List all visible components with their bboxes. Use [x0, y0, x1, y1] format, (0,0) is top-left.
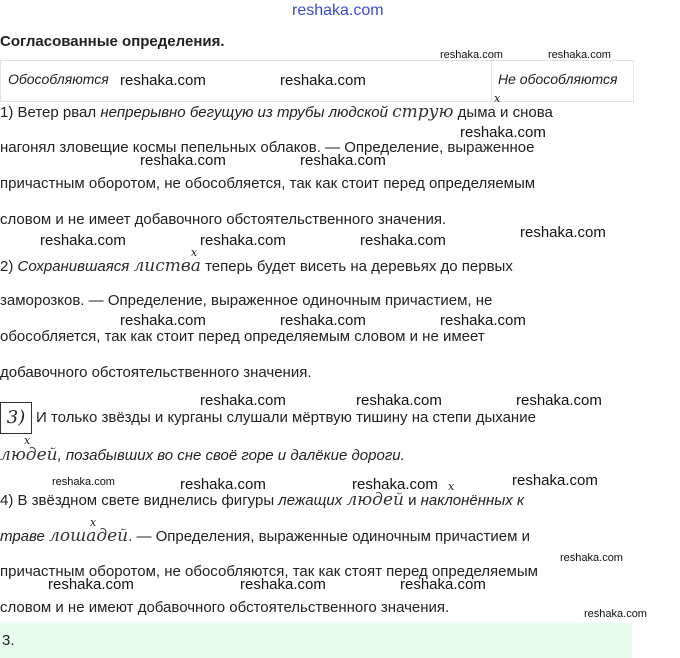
answer-box: [0, 623, 632, 658]
watermark: reshaka.com: [440, 312, 526, 329]
item3-boxed-number: 3): [0, 402, 32, 434]
watermark: reshaka.com: [240, 576, 326, 593]
watermark: reshaka.com: [120, 312, 206, 329]
item1-line3: причастным оборотом, не обособляется, так как стоит перед определяемым: [0, 175, 536, 192]
item1-line2: нагонял зловещие космы пепельных облаков. — Определение, выраженное: [0, 139, 535, 156]
site-title-link[interactable]: reshaka.com: [292, 2, 384, 19]
watermark: reshaka.com: [520, 224, 606, 241]
item2-line2: заморозков. — Определение, выраженное одиночным причастием, не: [0, 292, 493, 309]
x-mark: x: [494, 92, 501, 105]
watermark: reshaka.com: [180, 476, 266, 493]
watermark: reshaka.com: [48, 576, 134, 593]
item1-line4: словом и не имеет добавочного обстоятельственного значения.: [0, 211, 447, 228]
item3-handwritten-noun: людей: [0, 445, 58, 465]
item2-participle: Сохранившаяся: [17, 258, 130, 275]
item1-line1: [0, 102, 553, 122]
item4-line2: [0, 526, 530, 546]
answer-value: 3.: [2, 632, 15, 649]
watermark: reshaka.com: [516, 392, 602, 409]
watermark: reshaka.com: [300, 152, 386, 169]
watermark: reshaka.com: [512, 472, 598, 489]
item4-text-a: 4) В звёздном свете виднелись фигуры: [0, 492, 279, 509]
item3-participle-phrase: , позабывших во сне своё горе и далёкие дороги.: [57, 447, 405, 464]
item4-participle-2: наклонённых к: [420, 492, 525, 509]
item2-line1: [0, 256, 513, 276]
item2-line3: обособляется, так как стоит перед определяемым словом и не имеет: [0, 328, 485, 345]
x-mark: x: [24, 434, 31, 447]
watermark: reshaka.com: [400, 576, 486, 593]
item1-handwritten-noun: струю: [392, 102, 454, 122]
item2-handwritten-noun: листва: [133, 256, 201, 276]
item4-line4: словом и не имеют добавочного обстоятельственного значения.: [0, 599, 450, 616]
item4-handwritten-noun-1: людей: [346, 490, 404, 510]
watermark: reshaka.com: [560, 552, 623, 564]
watermark: reshaka.com: [548, 49, 611, 61]
item1-text-a: 1) Ветер рвал: [0, 104, 101, 121]
x-mark: x: [191, 246, 198, 259]
watermark: reshaka.com: [280, 72, 366, 89]
item4-line3: причастным оборотом, не обособляются, так как стоят перед определяемым: [0, 563, 538, 580]
watermark: reshaka.com: [200, 392, 286, 409]
watermark: reshaka.com: [352, 476, 438, 493]
item4-text-d: и: [403, 492, 421, 509]
item4-handwritten-noun-2: лошадей: [49, 526, 129, 546]
item4-line1: [0, 490, 524, 510]
watermark: reshaka.com: [280, 312, 366, 329]
watermark: reshaka.com: [356, 392, 442, 409]
watermark: reshaka.com: [460, 124, 546, 141]
watermark: reshaka.com: [360, 232, 446, 249]
item2-text-d: теперь будет висеть на деревьях до первых: [200, 258, 513, 275]
item4-phrase-end: траве: [0, 528, 45, 545]
x-mark: x: [448, 480, 455, 493]
item3-line1: И только звёзды и курганы слушали мёртвую тишину на степи дыхание: [36, 409, 536, 426]
table-header-left: Обособляются: [8, 71, 109, 87]
x-mark: x: [90, 516, 97, 529]
watermark: reshaka.com: [120, 72, 206, 89]
item1-participle-phrase: непрерывно бегущую из трубы людской: [100, 104, 393, 121]
item2-text-a: 2): [0, 258, 18, 275]
watermark: reshaka.com: [440, 49, 503, 61]
watermark: reshaka.com: [140, 152, 226, 169]
item4-participle-1: лежащих: [278, 492, 343, 509]
watermark: reshaka.com: [200, 232, 286, 249]
item4-text-h: . — Определения, выраженные одиночным причастием и: [128, 528, 531, 545]
table-header-right: Не обособляются: [498, 71, 618, 87]
section-heading: Согласованные определения.: [0, 33, 225, 50]
item1-text-d: дыма и снова: [453, 104, 553, 121]
watermark: reshaka.com: [52, 476, 115, 488]
watermark: reshaka.com: [584, 608, 647, 620]
item2-line4: добавочного обстоятельственного значения.: [0, 364, 312, 381]
item3-line2: [0, 445, 405, 465]
watermark: reshaka.com: [40, 232, 126, 249]
